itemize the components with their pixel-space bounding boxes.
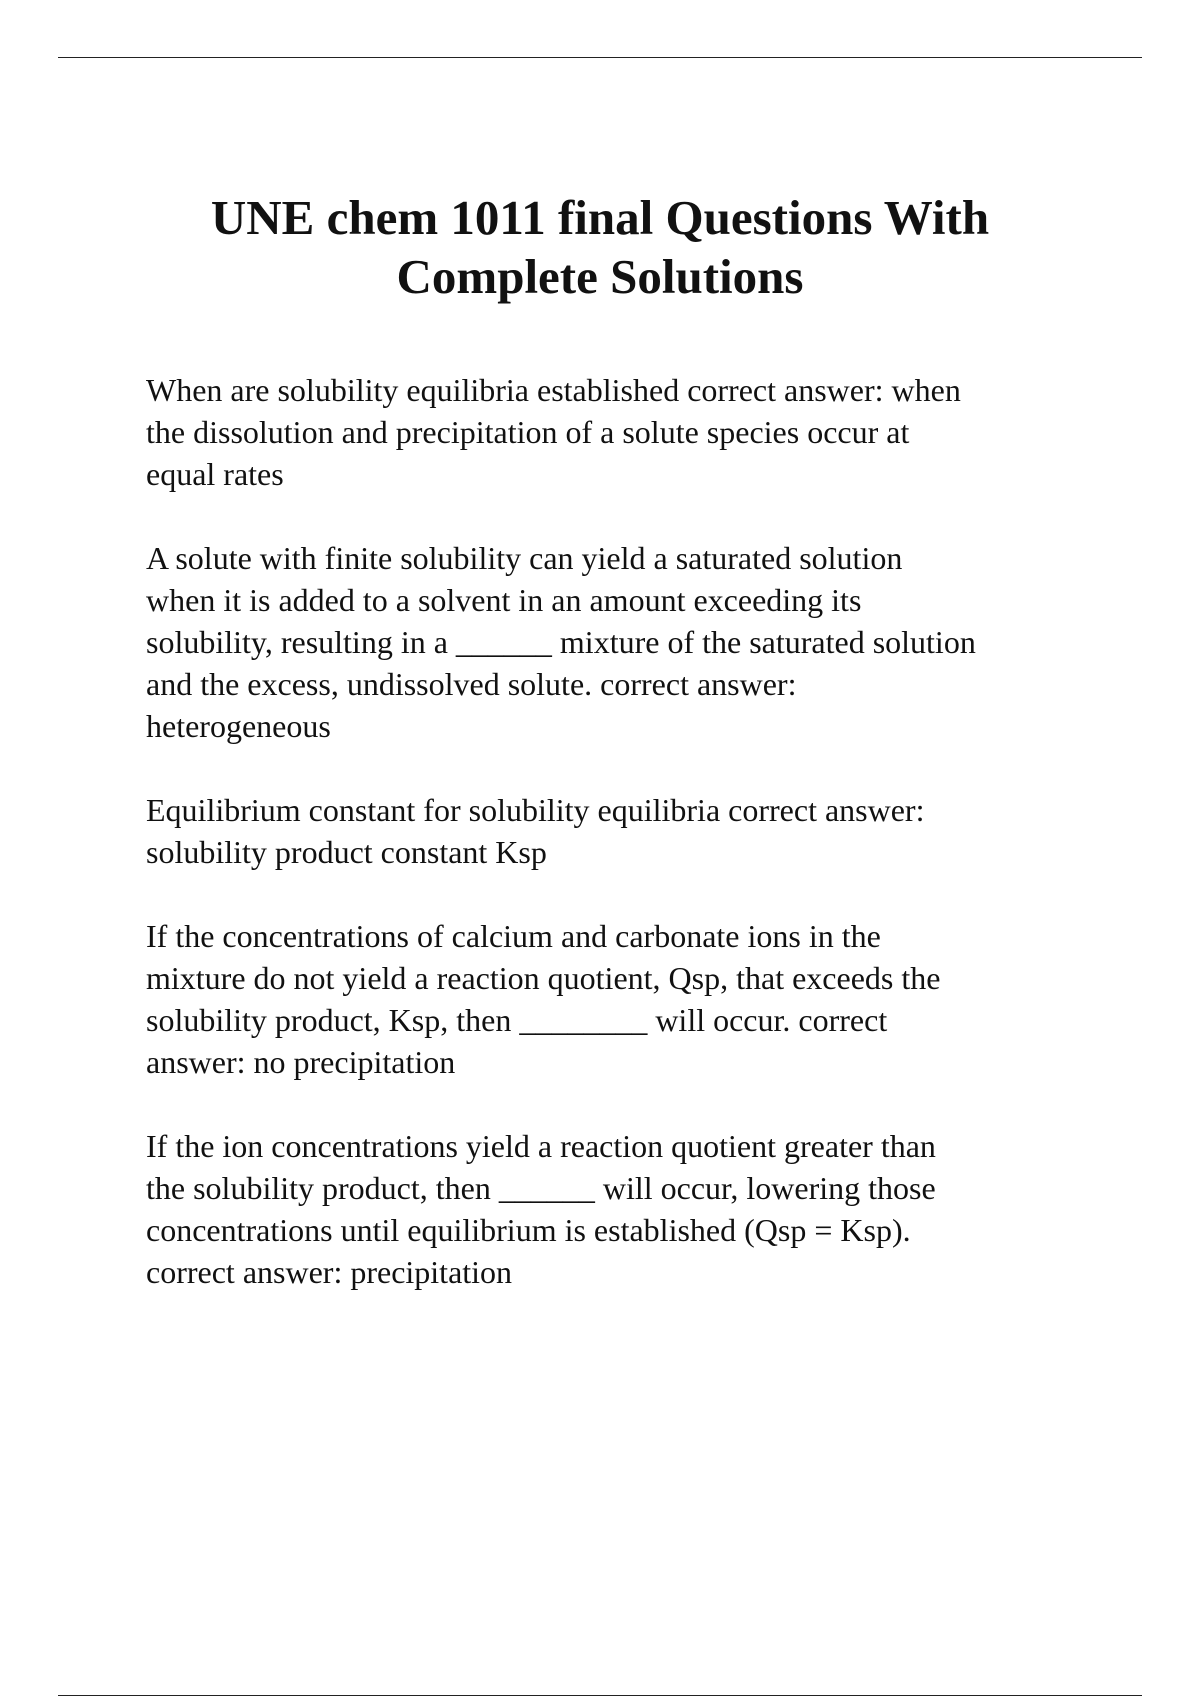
qa-line: heterogeneous	[146, 708, 331, 744]
footer-rule	[58, 1695, 1142, 1696]
qa-line: If the concentrations of calcium and carbonate ions in the	[146, 918, 881, 954]
qa-line: When are solubility equilibria established correct answer: when	[146, 372, 961, 408]
qa-line: when it is added to a solvent in an amount exceeding its	[146, 582, 862, 618]
qa-item	[146, 537, 1106, 747]
qa-line: the solubility product, then ______ will occur, lowering those	[146, 1170, 936, 1206]
qa-line: equal rates	[146, 456, 284, 492]
document-title	[100, 188, 1100, 306]
title-line: UNE chem 1011 final Questions With	[210, 190, 990, 245]
question-list	[146, 369, 1106, 1335]
qa-line: Equilibrium constant for solubility equilibria correct answer:	[146, 792, 925, 828]
header-rule	[58, 57, 1142, 58]
qa-line: and the excess, undissolved solute. correct answer:	[146, 666, 797, 702]
qa-line: solubility product constant Ksp	[146, 834, 547, 870]
qa-item	[146, 915, 1106, 1083]
qa-line: concentrations until equilibrium is established (Qsp = Ksp).	[146, 1212, 911, 1248]
qa-line: solubility, resulting in a ______ mixture of the saturated solution	[146, 624, 976, 660]
qa-line: A solute with finite solubility can yield a saturated solution	[146, 540, 903, 576]
qa-line: correct answer: precipitation	[146, 1254, 513, 1290]
title-line: Complete Solutions	[396, 249, 804, 304]
qa-line: answer: no precipitation	[146, 1044, 456, 1080]
qa-item	[146, 1125, 1106, 1293]
qa-item	[146, 789, 1106, 873]
qa-line: If the ion concentrations yield a reaction quotient greater than	[146, 1128, 936, 1164]
qa-line: the dissolution and precipitation of a solute species occur at	[146, 414, 910, 450]
qa-line: mixture do not yield a reaction quotient, Qsp, that exceeds the	[146, 960, 941, 996]
qa-item	[146, 369, 1106, 495]
qa-line: solubility product, Ksp, then ________ will occur. correct	[146, 1002, 888, 1038]
